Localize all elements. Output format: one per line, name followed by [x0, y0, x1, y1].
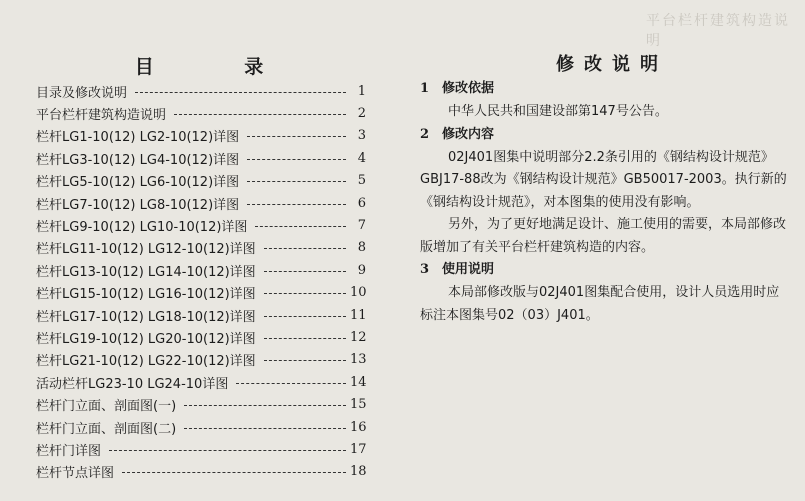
toc-entry-label: 栏杆LG13-10(12) LG14-10(12)详图 — [36, 264, 256, 280]
toc-leader-dashes — [264, 293, 346, 294]
toc-entry-label: 栏杆LG5-10(12) LG6-10(12)详图 — [36, 175, 240, 191]
toc-leader-dashes — [236, 383, 346, 384]
toc-entry-label: 栏杆LG11-10(12) LG12-10(12)详图 — [36, 242, 256, 258]
toc-entry-label: 栏杆LG9-10(12) LG10-10(12)详图 — [36, 220, 248, 236]
toc-entry[interactable] — [36, 80, 366, 102]
section-number: 3 — [420, 262, 430, 277]
toc-leader-dashes — [264, 271, 346, 272]
toc-entry-page: 4 — [357, 150, 366, 166]
toc-entry[interactable] — [36, 237, 366, 259]
toc-entry-label: 栏杆门详图 — [36, 443, 102, 459]
toc-leader-dashes — [264, 248, 346, 249]
toc-entry[interactable] — [36, 282, 366, 304]
toc-leader-dashes — [264, 338, 346, 339]
bleed-through-title: 平台栏杆建筑构造说明 — [646, 13, 790, 49]
toc-entry-page: 16 — [350, 419, 367, 435]
toc-entry-page: 15 — [350, 397, 367, 413]
toc-entry[interactable] — [36, 170, 366, 192]
toc-entry-page: 3 — [357, 128, 366, 144]
toc-entry-page: 13 — [350, 352, 367, 368]
toc-entry-page: 6 — [357, 195, 366, 211]
toc-entry-label: 栏杆门立面、剖面图(二) — [36, 421, 177, 437]
toc-leader-dashes — [247, 204, 346, 205]
toc-entry[interactable] — [36, 461, 366, 483]
toc-entry-page: 12 — [350, 329, 367, 345]
toc-entry-label: 栏杆LG3-10(12) LG4-10(12)详图 — [36, 152, 240, 168]
toc-entry[interactable] — [36, 304, 366, 326]
toc-title: 目 录 — [134, 56, 306, 78]
section-paragraph: 本局部修改版与02J401图集配合使用，设计人员选用时应标注本图集号02（03）J401。 — [420, 285, 780, 323]
toc-leader-dashes — [264, 316, 346, 317]
toc-entry-label: 栏杆LG19-10(12) LG20-10(12)详图 — [36, 331, 256, 347]
toc-entry-label: 栏杆LG15-10(12) LG16-10(12)详图 — [36, 287, 256, 303]
table-of-contents — [36, 80, 366, 483]
toc-entry-label: 栏杆LG1-10(12) LG2-10(12)详图 — [36, 130, 240, 146]
toc-leader-dashes — [122, 472, 346, 473]
toc-entry-label: 栏杆节点详图 — [36, 466, 115, 482]
revision-notes — [420, 78, 790, 327]
toc-entry[interactable] — [36, 326, 366, 348]
toc-leader-dashes — [135, 92, 346, 93]
toc-entry-page: 2 — [357, 106, 366, 122]
toc-leader-dashes — [247, 159, 346, 160]
section-heading-text: 修改内容 — [442, 126, 495, 142]
section-paragraph: 中华人民共和国建设部第147号公告。 — [448, 104, 668, 119]
toc-entry-page: 17 — [350, 441, 367, 457]
toc-entry-label: 活动栏杆LG23-10 LG24-10详图 — [36, 376, 229, 392]
toc-entry-page: 8 — [357, 240, 366, 256]
section-number: 1 — [420, 81, 430, 96]
toc-leader-dashes — [174, 114, 346, 115]
toc-entry[interactable] — [36, 438, 366, 460]
toc-entry-page: 9 — [357, 262, 366, 278]
toc-entry-label: 栏杆门立面、剖面图(一) — [36, 399, 177, 415]
toc-entry[interactable] — [36, 349, 366, 371]
toc-entry-page: 18 — [350, 464, 367, 480]
toc-entry[interactable] — [36, 192, 366, 214]
toc-entry-page: 1 — [357, 83, 366, 99]
section-heading — [420, 78, 790, 100]
toc-entry-page: 7 — [357, 218, 366, 234]
toc-entry-label: 平台栏杆建筑构造说明 — [36, 108, 167, 124]
toc-leader-dashes — [184, 405, 346, 406]
toc-entry-page: 10 — [350, 285, 367, 301]
toc-leader-dashes — [264, 360, 346, 361]
toc-entry[interactable] — [36, 147, 366, 169]
toc-entry[interactable] — [36, 416, 366, 438]
toc-leader-dashes — [109, 450, 346, 451]
toc-leader-dashes — [247, 136, 346, 137]
section-heading-text: 修改依据 — [442, 81, 495, 96]
toc-entry-label: 栏杆LG21-10(12) LG22-10(12)详图 — [36, 354, 256, 370]
toc-entry-page: 5 — [357, 173, 366, 189]
toc-entry-label: 栏杆LG7-10(12) LG8-10(12)详图 — [36, 197, 240, 213]
toc-leader-dashes — [247, 181, 346, 182]
revision-title: 修改说明 — [556, 54, 668, 75]
toc-leader-dashes — [184, 428, 346, 429]
toc-leader-dashes — [255, 226, 346, 227]
toc-entry-page: 11 — [350, 307, 367, 323]
toc-entry[interactable] — [36, 125, 366, 147]
section-heading-text: 使用说明 — [442, 262, 495, 277]
toc-entry[interactable] — [36, 393, 366, 415]
section-number: 2 — [420, 126, 430, 142]
toc-entry[interactable] — [36, 214, 366, 236]
toc-entry-label: 目录及修改说明 — [36, 85, 128, 101]
section-paragraph: 02J401图集中说明部分2.2条引用的《钢结构设计规范》GBJ17-88改为《钢结构设计规范》GB50017-2003。执行新的《钢结构设计规范》，对本图集的使用没有影响。 — [420, 149, 787, 210]
toc-entry[interactable] — [36, 371, 366, 393]
toc-entry[interactable] — [36, 259, 366, 281]
section-paragraph: 另外，为了更好地满足设计、施工使用的需要，本局部修改版增加了有关平台栏杆建筑构造的内容。 — [420, 217, 787, 255]
toc-entry[interactable] — [36, 102, 366, 124]
section-heading — [420, 124, 790, 146]
toc-entry-page: 14 — [350, 374, 367, 390]
toc-entry-label: 栏杆LG17-10(12) LG18-10(12)详图 — [36, 309, 256, 325]
section-heading — [420, 259, 790, 281]
